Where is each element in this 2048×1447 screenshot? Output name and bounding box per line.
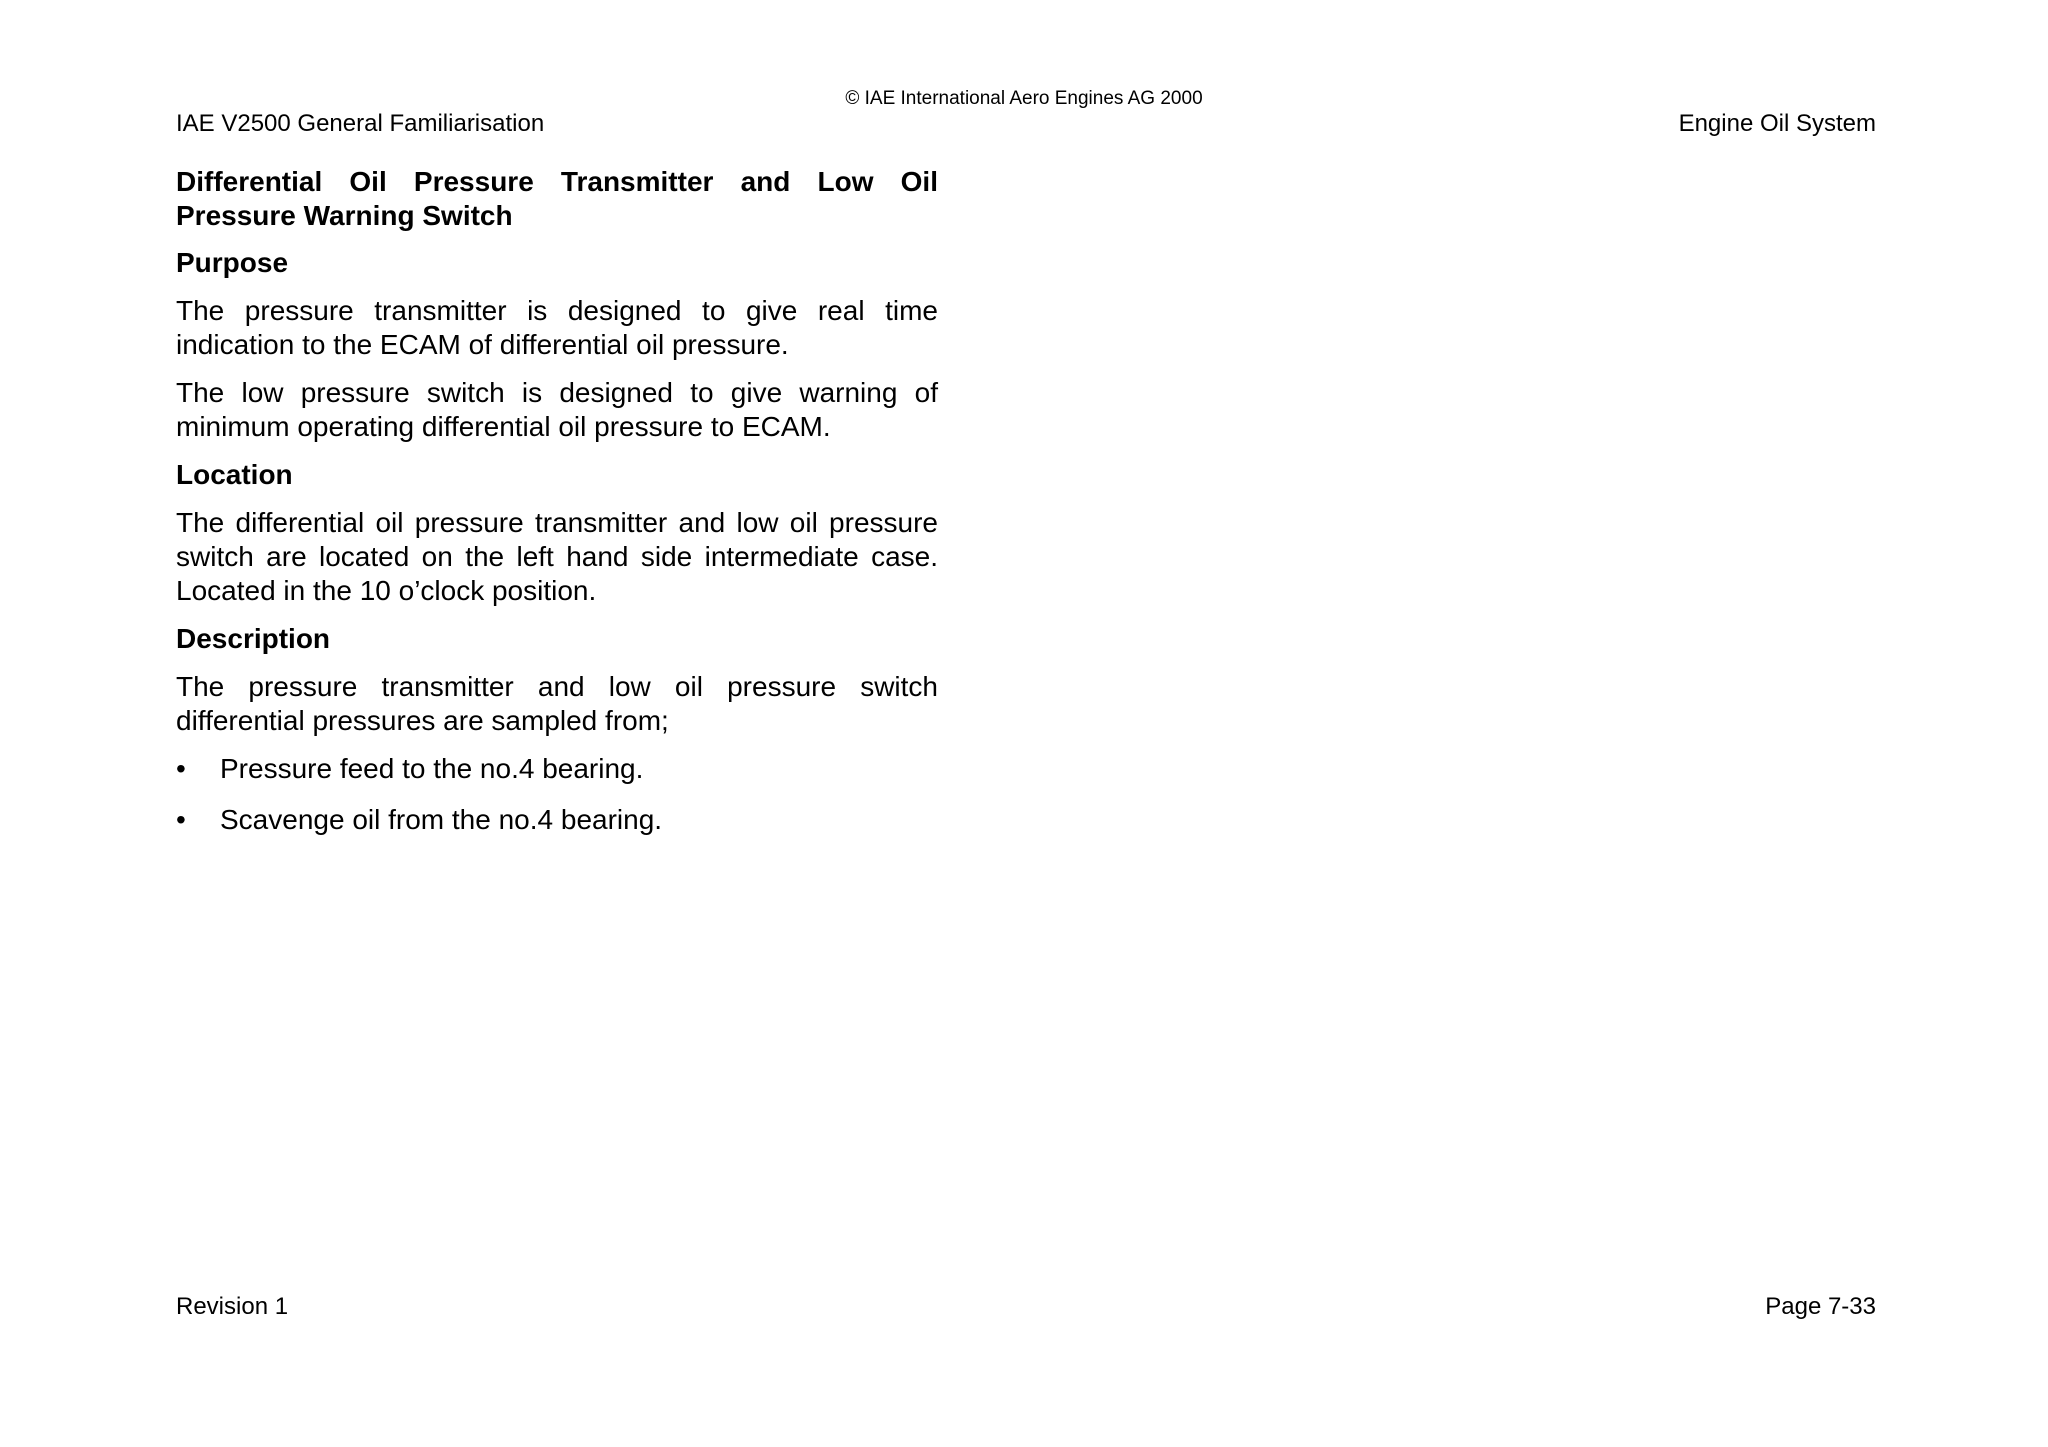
section-title: Differential Oil Pressure Transmitter and Low Oil Pressure Warning Switch	[176, 166, 938, 231]
purpose-paragraph-1: The pressure transmitter is designed to give real time indication to the ECAM of differential oil pressure.	[176, 295, 938, 360]
copyright-notice: © IAE International Aero Engines AG 2000	[845, 88, 1203, 109]
revision-label: Revision 1	[176, 1293, 289, 1320]
heading-description: Description	[176, 623, 331, 654]
heading-purpose: Purpose	[176, 247, 289, 278]
list-item-text: Pressure feed to the no.4 bearing.	[220, 753, 644, 784]
description-paragraph: The pressure transmitter and low oil pressure switch differential pressures are sampled from;	[176, 671, 938, 736]
purpose-paragraph-2: The low pressure switch is designed to give warning of minimum operating differential oil pressure to ECAM.	[176, 377, 938, 442]
location-paragraph: The differential oil pressure transmitter and low oil pressure switch are located on the left hand side intermediate case. Located in the 10 o’clock position.	[176, 507, 938, 606]
bullet-icon: •	[176, 753, 186, 784]
document-title: IAE V2500 General Familiarisation	[176, 110, 545, 137]
list-item	[176, 803, 938, 837]
heading-location: Location	[176, 459, 293, 490]
list-item	[176, 752, 938, 786]
page-content	[176, 165, 938, 854]
bullet-icon: •	[176, 804, 186, 835]
list-item-text: Scavenge oil from the no.4 bearing.	[220, 804, 663, 835]
description-bullet-list	[176, 752, 938, 837]
chapter-title: Engine Oil System	[1678, 110, 1876, 137]
page-number: Page 7-33	[1765, 1293, 1876, 1320]
